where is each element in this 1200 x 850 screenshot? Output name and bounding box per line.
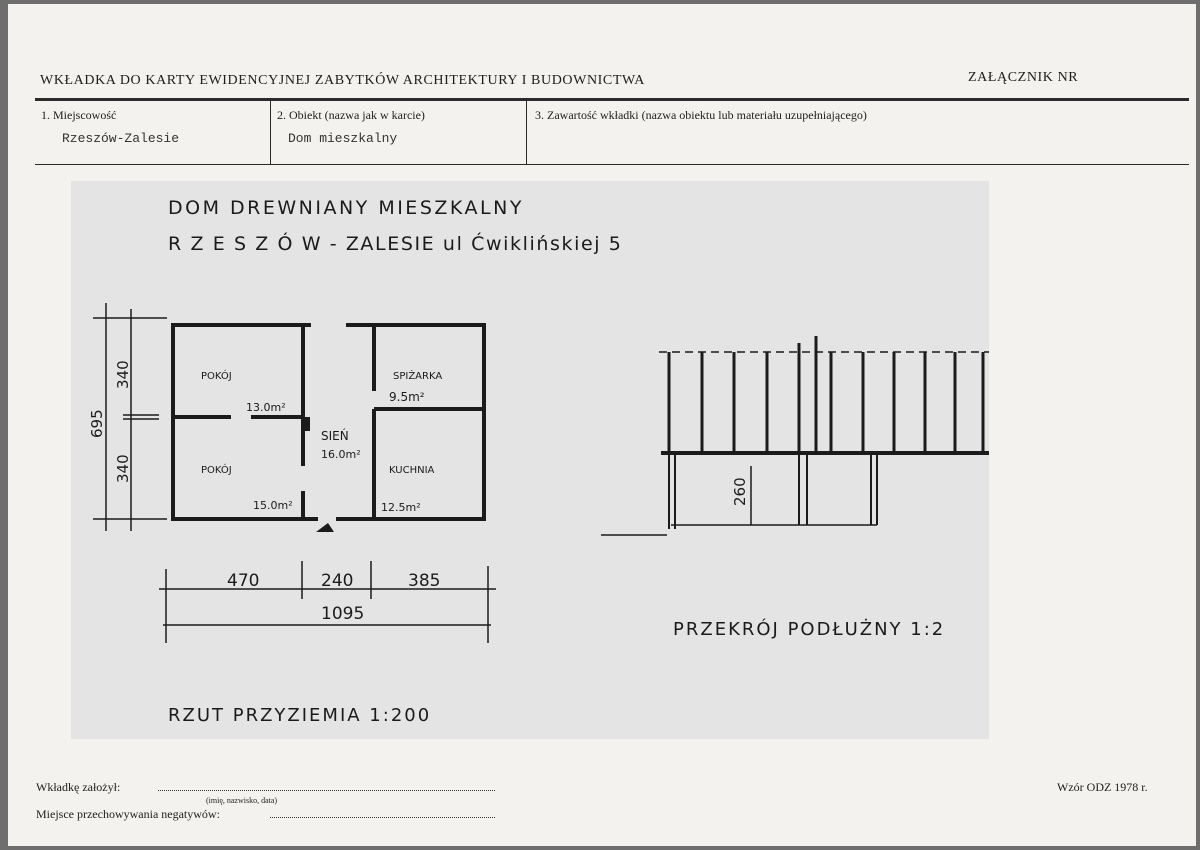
header-top-rule	[35, 98, 1189, 101]
plan-wall-left	[173, 325, 318, 519]
section-caption: PRZEKRÓJ PODŁUŻNY 1:2	[673, 619, 946, 640]
dim-w1: 470	[227, 571, 260, 591]
drawing-title-2: R Z E S Z Ó W - ZALESIE ul Ćwiklińskiej 5	[168, 233, 623, 255]
plan-caption: RZUT PRZYZIEMIA 1:200	[168, 705, 432, 726]
dim-depth-top: 340	[114, 360, 132, 389]
plan-wall-right	[336, 325, 484, 519]
kitchen-label: KUCHNIA	[389, 465, 435, 476]
section-drawing	[601, 336, 989, 535]
entrance-arrow	[316, 523, 334, 532]
created-by-label: Wkładkę założył:	[36, 780, 121, 794]
storage-line	[270, 817, 495, 818]
form-title: WKŁADKA DO KARTY EWIDENCYJNEJ ZABYTKÓW ARCHITEKTURY I BUDOWNICTWA	[40, 73, 645, 88]
object-value: Dom mieszkalny	[288, 131, 398, 146]
object-label: 2. Obiekt (nazwa jak w karcie)	[277, 108, 425, 122]
dim-total-width: 1095	[321, 604, 365, 624]
created-by-line	[158, 790, 495, 791]
floor-plan	[173, 325, 484, 519]
dim-depth-bottom: 340	[114, 454, 132, 483]
dim-w2: 240	[321, 571, 354, 591]
storage-label: Miejsce przechowywania negatywów:	[36, 807, 220, 821]
drawing-title-1: DOM DREWNIANY MIESZKALNY	[168, 197, 524, 219]
created-by-hint: (imię, nazwisko, data)	[206, 796, 278, 805]
dim-section-height: 260	[731, 477, 749, 506]
hall-area: 16.0m²	[321, 448, 361, 461]
architectural-drawing	[71, 181, 989, 739]
record-sheet	[8, 4, 1196, 846]
pantry-label: SPIŻARKA	[393, 371, 443, 382]
kitchen-area: 12.5m²	[381, 501, 421, 514]
stove-mark	[304, 417, 310, 431]
fields-bottom-rule	[35, 164, 1189, 165]
fields-divider-1	[270, 101, 271, 165]
locality-value: Rzeszów-Zalesie	[62, 131, 180, 146]
content-label: 3. Zawartość wkładki (nazwa obiektu lub materiału uzupełniającego)	[535, 108, 867, 122]
room2-label: POKÓJ	[201, 465, 232, 476]
room2-area: 15.0m²	[253, 499, 293, 512]
dim-w3: 385	[408, 571, 441, 591]
locality-label: 1. Miejscowość	[41, 108, 117, 122]
pantry-area: 9.5m²	[389, 390, 425, 404]
fields-divider-2	[526, 101, 527, 165]
room1-label: POKÓJ	[201, 371, 232, 382]
annex-number-label: ZAŁĄCZNIK NR	[968, 70, 1079, 85]
pasted-drawing-photo	[71, 181, 989, 739]
hall-label: SIEŃ	[321, 429, 349, 443]
room1-area: 13.0m²	[246, 401, 286, 414]
template-label: Wzór ODZ 1978 r.	[1057, 780, 1148, 794]
dim-total-depth: 695	[88, 409, 106, 438]
